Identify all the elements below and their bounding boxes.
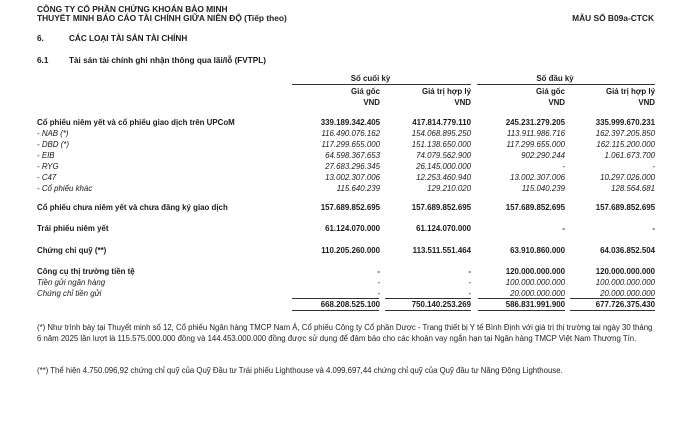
table-row [0,202,690,213]
cell: 110.205.260.000 [321,246,380,255]
cell: 26.145.000.000 [416,162,471,171]
unit-header: VND [454,98,471,107]
section-number: 6. [37,34,44,43]
cell: 339.189.342.405 [320,118,380,127]
cell: 117.299.655.000 [321,140,380,149]
cell: 61.124.070.000 [325,224,380,233]
row-label: Chứng chỉ quỹ (**) [37,246,107,255]
cell: 20.000.000.000 [510,289,565,298]
cell: 586.831.991.900 [505,300,565,309]
total-rule [385,310,471,311]
col-fair-start: Giá trị hợp lý [605,87,655,96]
cell: 417.814.779.110 [412,118,471,127]
header-rule [477,84,655,85]
cell: 157.689.852.695 [505,203,565,212]
cell: 750.140.253.269 [411,300,471,309]
cell: 100.000.000.000 [595,278,655,287]
cell: - [652,224,655,233]
col-cost-start: Giá gốc [536,87,565,96]
period-header-start: Số đầu kỳ [536,74,574,83]
cell: 154.068.895.250 [411,129,471,138]
table-row [0,161,690,172]
cell: 27.683.296.345 [325,162,380,171]
cell: 162.115.200.000 [596,140,655,149]
table-row [0,245,690,256]
period-header-end: Số cuối kỳ [350,74,391,83]
cell: 668.208.525.100 [320,300,380,309]
company-name: CÔNG TY CỔ PHẦN CHỨNG KHOÁN BẢO MINH [37,4,228,14]
cell: 335.999.670.231 [595,118,655,127]
cell: 162.397.205.850 [595,129,655,138]
table-row [0,266,690,277]
cell: 116.490.076.162 [321,129,380,138]
total-rule [478,310,565,311]
form-code: MẪU SỐ B09a-CTCK [572,13,654,23]
report-title: THUYẾT MINH BÁO CÁO TÀI CHÍNH GIỮA NIÊN ĐỘ (Tiếp theo) [37,13,287,23]
cell: 245.231.279.205 [505,118,565,127]
cell: 115.040.239 [521,184,565,193]
table-row [0,128,690,139]
unit-header: VND [548,98,565,107]
cell: - [377,278,380,287]
cell: 128.564.681 [611,184,655,193]
cell: 120.000.000.000 [595,267,655,276]
cell: 64.598.367.653 [325,151,380,160]
footnote-fund-certificates: (**) Thể hiện 4.750.096,92 chứng chỉ quỹ của Quỹ Đầu tư Trái phiếu Lighthouse và 4.099.697,44 chứng chỉ quỹ của Quỹ đầu tư Năng Động Lighthouse. [37,366,563,375]
cell: 20.000.000.000 [600,289,655,298]
col-cost-end: Giá gốc [351,87,380,96]
row-label: Công cụ thị trường tiền tệ [37,267,135,276]
cell: 74.079.562.900 [416,151,471,160]
row-label: Cổ phiếu chưa niêm yết và chưa đăng ký giao dịch [37,203,228,212]
unit-header: VND [638,98,655,107]
cell: - [562,224,565,233]
cell: - [562,162,565,171]
cell: 157.689.852.695 [411,203,471,212]
cell: 151.138.650.000 [411,140,471,149]
unit-header: VND [363,98,380,107]
subsection-title: Tài sản tài chính ghi nhận thông qua lãi/lỗ (FVTPL) [69,56,266,65]
row-label: - RYG [37,162,59,171]
footnote-collateral: (*) Như trình bày tại Thuyết minh số 12, Cổ phiếu Ngân hàng TMCP Nam Á, Cổ phiếu Công ty Cổ phần Dược - Trang thiết bị Y tế Bình Định với giá trị thị trường tại ngày 30 tháng 6 năm 2025 lần lượt là 115.575.000.000 đồng và 144.453.000.000 đồng được sử dụng để đảm bảo cho các khoản vay ngắn hạn tại Ngân hàng TMCP Việt Nam Thương Tín. [37,323,653,344]
cell: 129.210.020 [427,184,471,193]
cell: - [468,289,471,298]
table-row [0,117,690,128]
cell: - [468,278,471,287]
cell: - [377,267,380,276]
cell: 13.002.307.006 [510,173,565,182]
table-row [0,139,690,150]
table-row [0,150,690,161]
row-label: - EIB [37,151,55,160]
subsection-number: 6.1 [37,56,49,65]
row-label: - C47 [37,173,57,182]
cell: 61.124.070.000 [416,224,471,233]
cell: 12.253.460.940 [416,173,471,182]
table-row [0,223,690,234]
cell: - [377,289,380,298]
total-row [0,299,690,310]
row-label: Cổ phiếu niêm yết và cổ phiếu giao dịch trên UPCoM [37,118,235,127]
cell: - [652,162,655,171]
cell: 120.000.000.000 [505,267,565,276]
cell: 13.002.307.006 [325,173,380,182]
section-title: CÁC LOẠI TÀI SẢN TÀI CHÍNH [69,34,188,43]
cell: 157.689.852.695 [595,203,655,212]
row-label: - Cổ phiếu khác [37,184,93,193]
table-row [0,172,690,183]
row-label: Chứng chỉ tiền gửi [37,289,102,298]
cell: 117.299.655.000 [506,140,565,149]
row-label: Tiền gửi ngân hàng [37,278,106,287]
cell: 115.640.239 [336,184,380,193]
row-label: - NAB (*) [37,129,69,138]
table-row [0,277,690,288]
col-fair-end: Giá trị hợp lý [421,87,471,96]
cell: 157.689.852.695 [320,203,380,212]
cell: 64.036.852.504 [600,246,655,255]
cell: 902.290.244 [521,151,565,160]
cell: 10.297.026.000 [600,173,655,182]
cell: - [468,267,471,276]
cell: 113.511.551.464 [412,246,471,255]
header-rule [292,84,471,85]
total-rule [292,310,379,311]
total-rule [570,310,655,311]
cell: 100.000.000.000 [505,278,565,287]
row-label: Trái phiếu niêm yết [37,224,109,233]
table-row [0,183,690,194]
row-label: - DBD (*) [37,140,69,149]
cell: 1.061.673.700 [604,151,655,160]
cell: 63.910.860.000 [510,246,565,255]
cell: 113.911.986.716 [506,129,565,138]
cell: 677.726.375.430 [595,300,655,309]
